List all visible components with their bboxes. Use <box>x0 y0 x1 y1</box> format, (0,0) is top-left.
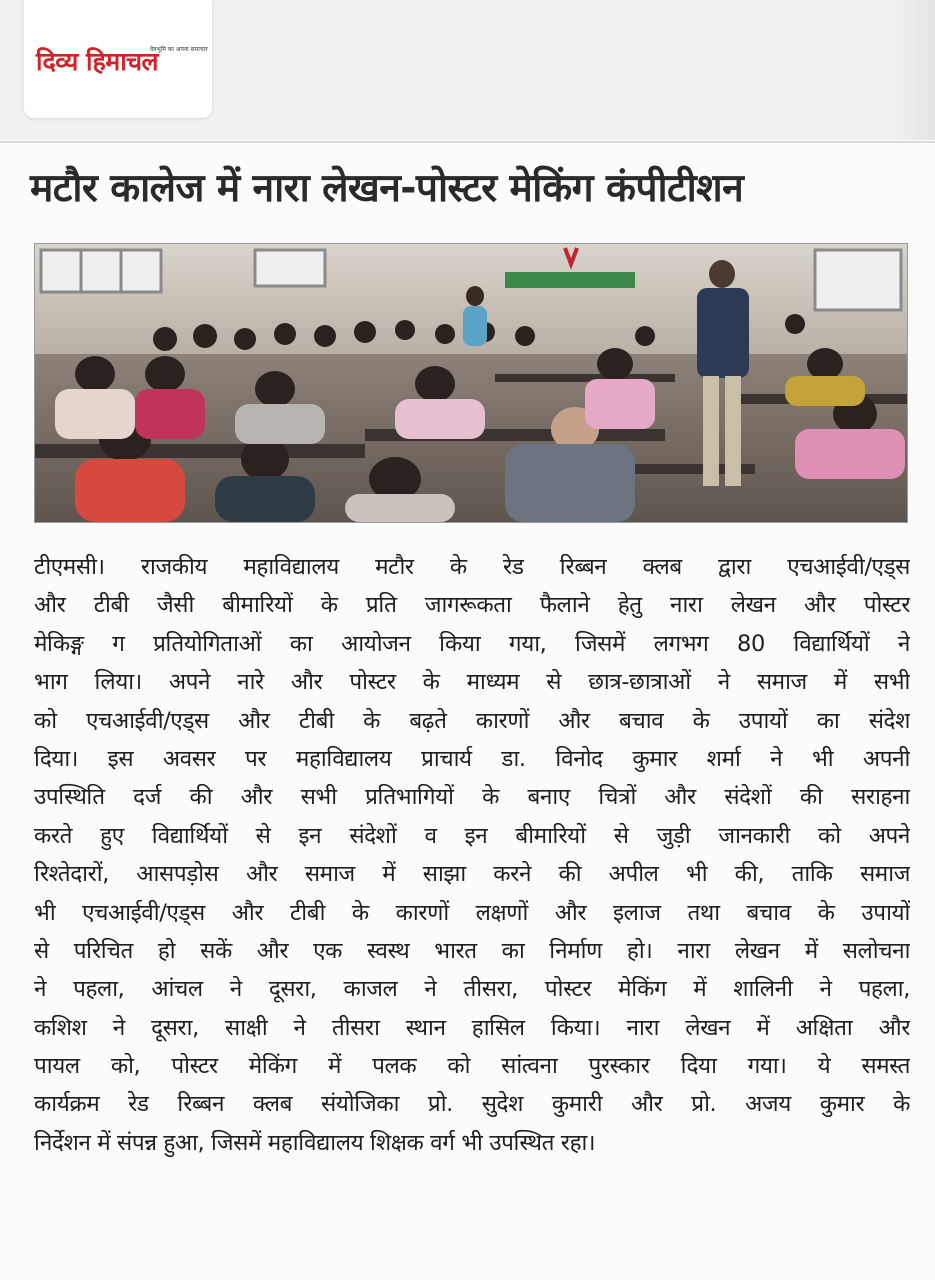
body-line: से परिचित हो सकें और एक स्वस्थ भारत का निर्माण हो। नारा लेखन में सलोचना <box>34 937 910 964</box>
body-line: उपस्थिति दर्ज की और सभी प्रतिभागियों के बनाए चित्रों और संदेशों की सराहना <box>34 784 910 811</box>
body-line: निर्देशन में संपन्न हुआ, जिसमें महाविद्यालय शिक्षक वर्ग भी उपस्थित रहा। <box>34 1129 596 1156</box>
body-line: कार्यक्रम रेड रिब्बन क्लब संयोजिका प्रो. सुदेश कुमारी और प्रो. अजय कुमार के <box>34 1091 910 1118</box>
body-line: दिया। इस अवसर पर महाविद्यालय प्राचार्य डा. विनोद कुमार शर्मा ने भी अपनी <box>34 745 910 772</box>
body-line: ने पहला, आंचल ने दूसरा, काजल ने तीसरा, पोस्टर मेकिंग में शालिनी ने पहला, <box>34 976 910 1003</box>
body-line: टीएमसी। राजकीय महाविद्यालय मटौर के रेड रिब्बन क्लब द्वारा एचआईवी/एड्स <box>34 554 910 580</box>
classroom-students-photo-icon <box>35 244 907 522</box>
article-photo[interactable] <box>34 243 908 523</box>
body-line: भाग लिया। अपने नारे और पोस्टर के माध्यम से छात्र-छात्राओं ने समाज में सभी <box>34 669 910 696</box>
body-line: करते हुए विद्यार्थियों से इन संदेशों व इन बीमारियों से जुड़ी जानकारी को अपने <box>34 822 910 849</box>
body-line: मेकिङ्ग ग प्रतियोगिताओं का आयोजन किया गया, जिसमें लगभग 80 विद्यार्थियों ने <box>34 630 910 657</box>
article-headline: मटौर कालेज में नारा लेखन-पोस्टर मेकिंग कंपीटीशन <box>30 166 744 211</box>
body-line: और टीबी जैसी बीमारियों के प्रति जागरूकता फैलाने हेतु नारा लेखन और पोस्टर <box>34 592 910 619</box>
newspaper-logo: दिव्य हिमाचल <box>36 47 159 76</box>
body-line: कशिश ने दूसरा, साक्षी ने तीसरा स्थान हासिल किया। नारा लेखन में अक्षिता और <box>34 1014 910 1041</box>
body-line: रिश्तेदारों, आसपड़ोस और समाज में साझा करने की अपील भी की, ताकि समाज <box>34 861 910 888</box>
newspaper-logo-card[interactable] <box>24 0 212 118</box>
article-body <box>34 548 910 1162</box>
body-line: भी एचआईवी/एड्स और टीबी के कारणों लक्षणों और इलाज तथा बचाव के उपायों <box>34 899 910 926</box>
logo-tagline: देवभूमि का अपना समाचार <box>150 46 208 53</box>
body-line: को एचआईवी/एड्स और टीबी के बढ़ते कारणों और बचाव के उपायों का संदेश <box>34 707 910 734</box>
header-divider <box>0 141 935 143</box>
header-edge-shade <box>895 0 935 140</box>
body-line: पायल को, पोस्टर मेकिंग में पलक को सांत्वना पुरस्कार दिया गया। ये समस्त <box>34 1053 910 1080</box>
